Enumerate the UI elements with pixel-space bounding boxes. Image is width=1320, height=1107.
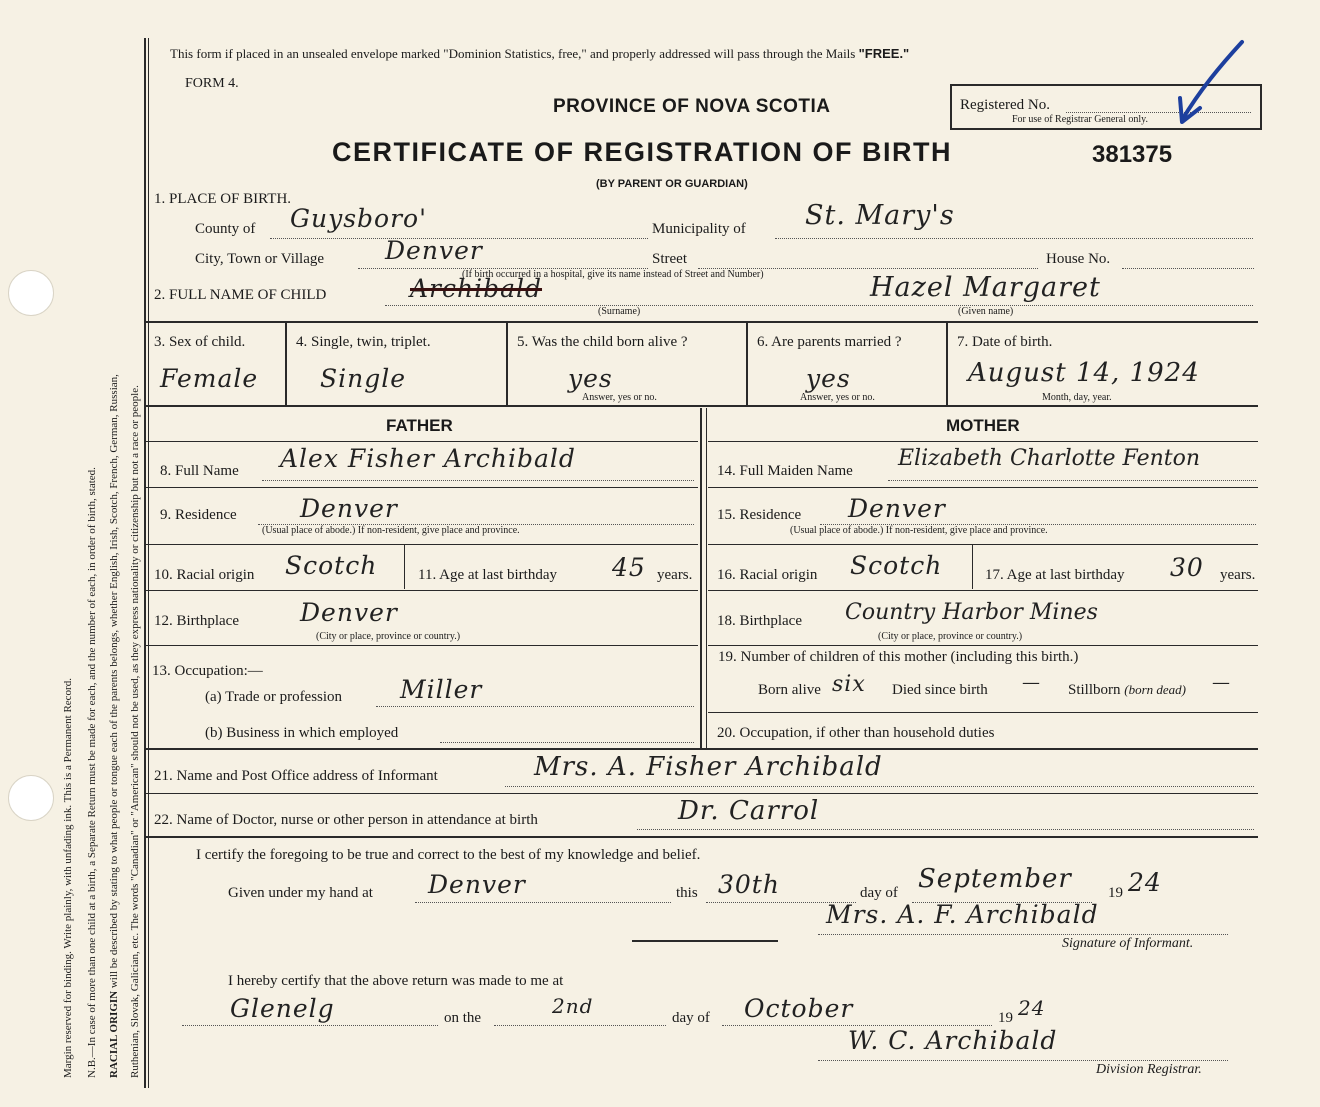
father-residence-caption: (Usual place of abode.) If non-resident, give place and province. [262, 525, 520, 536]
father-name-value: Alex Fisher Archibald [280, 444, 576, 473]
mother-row-line-1 [708, 487, 1258, 488]
parents-center-divider-2 [706, 408, 707, 748]
informant-value: Mrs. A. Fisher Archibald [534, 752, 883, 782]
given-under-label: Given under my hand at [228, 885, 373, 901]
county-value: Guysboro' [290, 204, 427, 233]
father-racial-label: 10. Racial origin [154, 567, 255, 583]
mother-birthplace-caption: (City or place, province or country.) [878, 631, 1023, 642]
registrar-statement: I hereby certify that the above return was made to me at [228, 973, 564, 989]
certificate-number: 381375 [1092, 141, 1173, 168]
province-heading: PROVINCE OF NOVA SCOTIA [553, 96, 831, 117]
city-value: Denver [385, 236, 483, 265]
on-the-label: on the [444, 1010, 482, 1026]
father-age-value: 45 [612, 553, 646, 582]
mail-notice-text: This form if placed in an unsealed envelope marked "Dominion Statistics, free," and properly addressed will pass through the Mails [170, 46, 856, 61]
registrar-day-value: 2nd [552, 994, 594, 1018]
surname-caption: (Surname) [598, 306, 641, 317]
col-divider-4 [946, 323, 948, 405]
municipality-value: St. Mary's [805, 200, 955, 231]
father-row-line-1 [146, 487, 698, 488]
born-alive-label: Born alive [758, 682, 821, 698]
mother-age-label: 17. Age at last birthday [985, 567, 1125, 583]
place-of-birth-label: 1. PLACE OF BIRTH. [154, 191, 292, 207]
born-alive-value: six [832, 672, 866, 697]
mother-name-line [888, 480, 1256, 481]
margin-note-racial-origin [108, 374, 120, 1078]
father-row-line-4 [146, 645, 698, 646]
left-border-line [144, 38, 146, 1088]
mother-name-label: 14. Full Maiden Name [717, 463, 853, 479]
stillborn-label [1068, 682, 1186, 699]
registrar-day-line [494, 1025, 666, 1026]
given-caption: (Given name) [958, 306, 1014, 317]
margin-note-binding: Margin reserved for binding. Write plainly, with unfading ink. This is a Permanent Record. [62, 678, 74, 1078]
children-count-label: 19. Number of children of this mother (including this birth.) [718, 649, 1079, 665]
alive-value: yes [568, 364, 613, 393]
registrar-place-value: Glenelg [230, 994, 335, 1023]
municipality-line [775, 238, 1253, 239]
trade-value: Miller [400, 675, 483, 704]
municipality-label: Municipality of [652, 221, 746, 237]
mother-row-line-0 [708, 441, 1258, 442]
father-row-line-3 [146, 590, 698, 591]
section-divider-informant [146, 748, 1258, 750]
mother-row-line-5 [708, 712, 1258, 713]
check-mark-icon [1170, 38, 1250, 128]
dob-label: 7. Date of birth. [957, 334, 1053, 350]
punch-hole-top [8, 270, 54, 316]
col-divider-1 [285, 323, 287, 405]
died-since-birth-value: — [1022, 672, 1041, 693]
occupation-label: 13. Occupation:— [152, 663, 263, 679]
child-surname-value: Archibald [410, 274, 543, 303]
alive-caption: Answer, yes or no. [582, 392, 657, 403]
section-divider-child [146, 321, 1258, 323]
mail-notice-free: "FREE." [858, 46, 910, 61]
given-month-value: September [918, 864, 1072, 894]
child-name-line [385, 305, 1253, 306]
mother-name-value: Elizabeth Charlotte Fenton [898, 446, 1201, 471]
col-divider-3 [746, 323, 748, 405]
single-value: Single [320, 364, 407, 393]
certificate-title: CERTIFICATE OF REGISTRATION OF BIRTH [332, 137, 952, 167]
informant-signature: Mrs. A. F. Archibald [826, 900, 1099, 929]
county-label: County of [195, 221, 256, 237]
father-years-label: years. [657, 567, 693, 583]
alive-label: 5. Was the child born alive ? [517, 334, 688, 350]
mail-notice [170, 46, 909, 62]
mother-residence-value: Denver [848, 494, 946, 523]
father-row-line-0 [146, 441, 698, 442]
died-since-birth-label: Died since birth [892, 682, 988, 698]
registrar-day-of-label: day of [672, 1010, 710, 1026]
section-divider-parents [146, 405, 1258, 407]
mother-racial-value: Scotch [850, 551, 943, 580]
father-birthplace-caption: (City or place, province or country.) [316, 631, 461, 642]
dob-value: August 14, 1924 [968, 358, 1200, 388]
house-number-line [1122, 268, 1254, 269]
father-age-label: 11. Age at last birthday [418, 567, 557, 583]
registrar-signature: W. C. Archibald [848, 1026, 1058, 1055]
father-row-line-2 [146, 544, 698, 545]
informant-row-line [146, 793, 1258, 794]
stillborn-note: (born dead) [1124, 682, 1187, 697]
registered-number-label: Registered No. [960, 97, 1050, 113]
informant-label: 21. Name and Post Office address of Informant [154, 768, 438, 784]
mother-birthplace-label: 18. Birthplace [717, 613, 802, 629]
center-rule [632, 940, 778, 942]
form-number: FORM 4. [185, 76, 239, 91]
child-name-label: 2. FULL NAME OF CHILD [154, 287, 327, 303]
informant-signature-line [818, 934, 1228, 935]
father-name-label: 8. Full Name [160, 463, 239, 479]
hospital-note: (If birth occurred in a hospital, give its name instead of Street and Number) [462, 269, 764, 280]
business-line [440, 742, 694, 743]
registrar-year-value: 24 [1018, 996, 1046, 1020]
certify-statement: I certify the foregoing to be true and correct to the best of my knowledge and belief. [196, 847, 701, 863]
this-label: this [676, 885, 698, 901]
informant-signature-caption: Signature of Informant. [1062, 936, 1194, 951]
registrar-month-value: October [744, 994, 854, 1023]
stillborn-value: — [1212, 672, 1231, 693]
child-given-value: Hazel Margaret [870, 272, 1101, 303]
house-number-label: House No. [1046, 251, 1111, 267]
married-caption: Answer, yes or no. [800, 392, 875, 403]
trade-line [376, 706, 694, 707]
stillborn-label-text: Stillborn [1068, 682, 1121, 698]
informant-line [505, 786, 1254, 787]
dob-caption: Month, day, year. [1042, 392, 1112, 403]
mother-racial-label: 16. Racial origin [717, 567, 818, 583]
father-racial-value: Scotch [285, 551, 378, 580]
given-year-value: 24 [1128, 868, 1162, 897]
city-label: City, Town or Village [195, 251, 325, 267]
mother-heading: MOTHER [946, 416, 1020, 435]
father-name-line [262, 480, 694, 481]
sex-value: Female [160, 364, 259, 393]
doctor-line [637, 829, 1254, 830]
registrar-place-line [182, 1025, 438, 1026]
street-label: Street [652, 251, 687, 267]
father-racial-divider [404, 545, 405, 589]
doctor-value: Dr. Carrol [678, 796, 820, 826]
given-place-value: Denver [428, 870, 526, 899]
mother-row-line-3 [708, 590, 1258, 591]
father-birthplace-label: 12. Birthplace [154, 613, 239, 629]
margin-note-racial-origin-cont: Ruthenian, Slovak, Galician, etc. The words "Canadian" or "American" should not be used, as they express nationality or citizenship but not a race or people. [129, 385, 141, 1078]
mother-occupation-label: 20. Occupation, if other than household duties [717, 725, 995, 741]
parents-center-divider [700, 408, 702, 748]
single-label: 4. Single, twin, triplet. [296, 334, 431, 350]
father-heading: FATHER [386, 416, 453, 435]
father-residence-value: Denver [300, 494, 398, 523]
registrar-use-note: For use of Registrar General only. [1012, 114, 1148, 125]
mother-racial-divider [972, 545, 973, 589]
mother-years-label: years. [1220, 567, 1256, 583]
mother-residence-caption: (Usual place of abode.) If non-resident, give place and province. [790, 525, 1048, 536]
married-label: 6. Are parents married ? [757, 334, 902, 350]
mother-birthplace-value: Country Harbor Mines [845, 600, 1098, 625]
punch-hole-bottom [8, 775, 54, 821]
mother-residence-label: 15. Residence [717, 507, 802, 523]
registrar-signature-line [818, 1060, 1228, 1061]
col-divider-2 [506, 323, 508, 405]
doctor-label: 22. Name of Doctor, nurse or other person in attendance at birth [154, 812, 538, 828]
left-border-line-inner [148, 38, 149, 1088]
racial-origin-heading: RACIAL ORIGIN [108, 990, 120, 1078]
registrar-year-prefix: 19 [998, 1010, 1013, 1026]
registrar-signature-caption: Division Registrar. [1096, 1062, 1202, 1077]
mother-row-line-4 [708, 645, 1258, 646]
section-divider-certify [146, 836, 1258, 838]
business-label: (b) Business in which employed [205, 725, 399, 741]
given-day-value: 30th [718, 870, 780, 899]
married-value: yes [806, 364, 851, 393]
father-birthplace-value: Denver [300, 598, 398, 627]
father-residence-label: 9. Residence [160, 507, 237, 523]
mother-row-line-2 [708, 544, 1258, 545]
racial-origin-text: will be described by stating to what people or tongue each of the parents belongs, whether English, Irish, Scotch, French, German, Russian, [108, 374, 120, 991]
given-year-prefix: 19 [1108, 885, 1123, 901]
sex-label: 3. Sex of child. [154, 334, 246, 350]
given-place-line [415, 902, 671, 903]
margin-note-multiple-births: N.B.—In case of more than one child at a birth, a Separate Return must be made for each, and the number of each, in order of birth, stated. [86, 467, 98, 1078]
mother-age-value: 30 [1170, 553, 1204, 582]
day-of-label: day of [860, 885, 898, 901]
trade-label: (a) Trade or profession [205, 689, 343, 705]
certificate-subtitle: (BY PARENT OR GUARDIAN) [596, 178, 748, 190]
